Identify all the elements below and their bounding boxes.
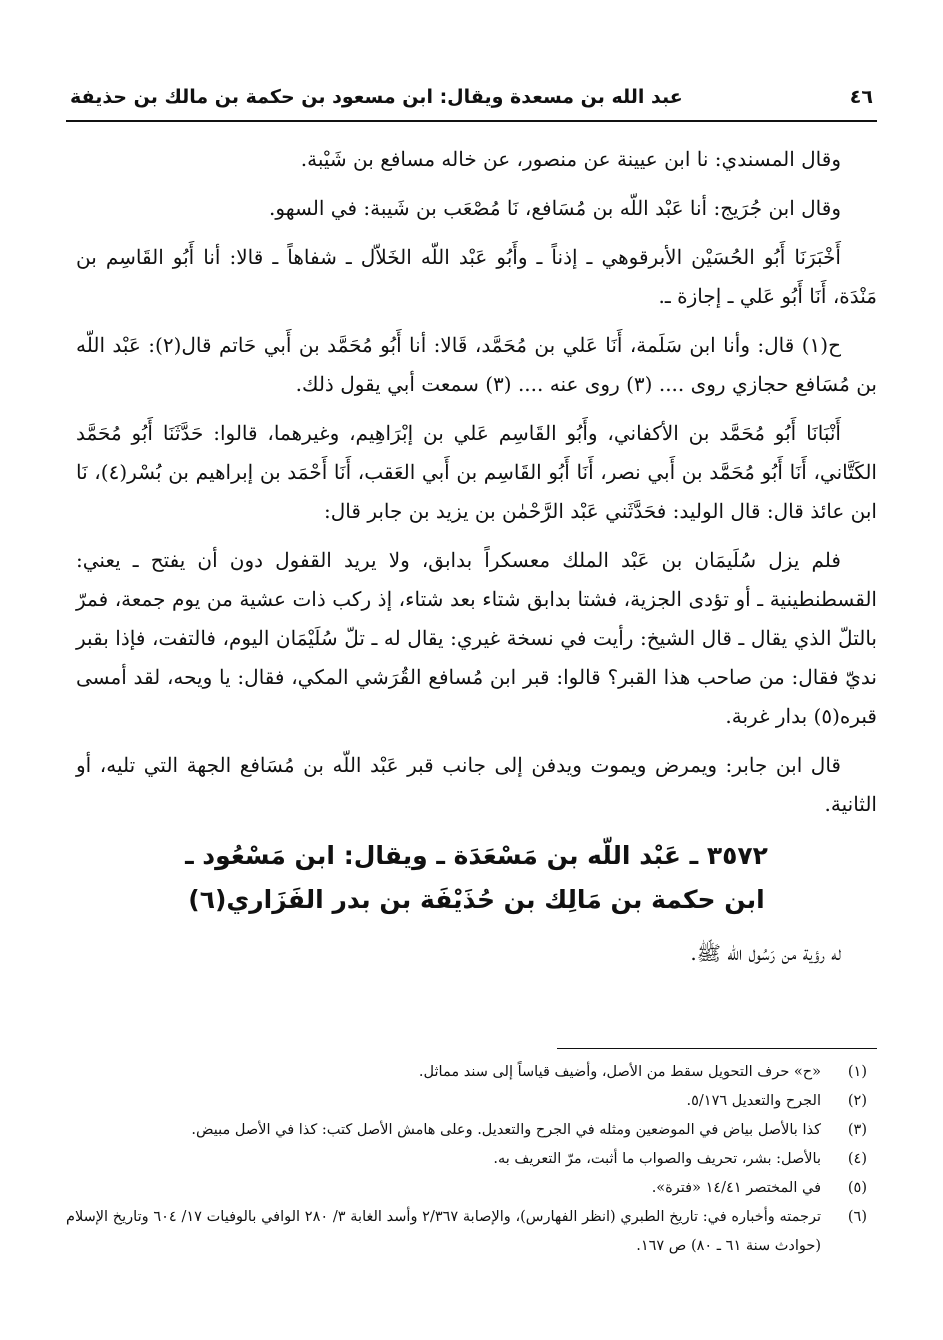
entry-title-line: ابن حكمة بن مَالِك بن حُذَيْفَة بن بدر الفَزَاري(٦): [188, 885, 765, 914]
paragraph: فلم يزل سُلَيمَان بن عَبْد الملك معسكراً بدابق، ولا يريد القفول دون أن يفتح ـ يعني: القسطنطينية ـ أو تؤدى الجزية، فشتا بدابق شتاء بعد شتاء، إذ ركب ذات عشية من يوم جمعة، فمرّ بالتلّ الذي يقال ـ قال الشيخ: رأيت في نسخة غيري: يقال له ـ تلّ سُلَيْمَان اليوم، فالتفت، فإذا بقبر نديّ فقال: من صاحب هذا القبر؟ قالوا: قبر ابن مُسافع القُرَشي المكي، فقال: يا ويحه، لقد أمسى قبره(٥) بدار غربة.: [76, 548, 877, 728]
footnote-divider: [557, 1048, 877, 1049]
paragraph: وقال ابن جُرَيج: أنا عَبْد اللّه بن مُسَافع، نَا مُصْعَب بن شَيبة: في السهو.: [269, 196, 841, 220]
footnote: [66, 1203, 867, 1261]
paragraph: قال ابن جابر: ويمرض ويموت ويدفن إلى جانب قبر عَبْد اللّه بن مُسَافع الجهة التي تليه، أو الثانية.: [76, 753, 877, 816]
footnote-text: ترجمته وأخباره في: تاريخ الطبري (انظر الفهارس)، والإصابة ٢/٣٦٧ وأسد الغابة ٣/ ٢٨٠ الوافي بالوفيات ١٧/ ٦٠٤ وتاريخ الإسلام (حوادث سنة ٦١ ـ ٨٠) ص ١٦٧.: [66, 1209, 821, 1254]
footnote-text: كذا بالأصل بياض في الموضعين ومثله في الجرح والتعديل. وعلى هامش الأصل كتب: كذا في الأصل مبيض.: [191, 1122, 821, 1138]
footnote: [66, 1087, 867, 1116]
footnotes: [66, 1058, 867, 1261]
paragraph: ح(١) قال: وأنا ابن سَلَمة، أَنَا عَلي بن مُحَمَّد، قَالا: أنا أَبُو مُحَمَّد بن أَبي حَاتم قال(٢): عَبْد اللّه بن مُسَافع حجازي روى .... (٣) روى عنه .... (٣) سمعت أبي يقول ذلك.: [76, 333, 877, 396]
entry-title: [76, 834, 877, 922]
page-number: ٤٦: [849, 86, 873, 108]
footnote-text: «ح» حرف التحويل سقط من الأصل، وأضيف قياساً إلى سند مماثل.: [418, 1064, 821, 1080]
footnote-number: (٢): [847, 1093, 867, 1109]
paragraph: أَخْبَرَنَا أَبُو الحُسَيْن الأبرقوهي ـ إذناً ـ وأَبُو عَبْد اللّه الخَلاّل ـ شفاهاً ـ قالا: أنا أَبُو القَاسِم بن مَنْدَة، أَنَا أَبُو عَلي ـ إجازة ـ.: [76, 245, 877, 308]
running-title: عبد الله بن مسعدة ويقال: ابن مسعود بن حكمة بن مالك بن حذيفة: [70, 86, 683, 108]
footnote: [66, 1174, 867, 1203]
footnote: [66, 1058, 867, 1087]
paragraph: وقال المسندي: نا ابن عيينة عن منصور، عن خاله مسافع بن شَيْبة.: [300, 147, 841, 171]
footnote-number: (٣): [847, 1122, 867, 1138]
page-header: [70, 72, 873, 122]
header-divider: [66, 120, 877, 122]
footnote-text: في المختصر ١٤/٤١ «فترة».: [651, 1180, 821, 1196]
footnote-text: بالأصل: بشر، تحريف والصواب ما أثبت، مرّ التعريف به.: [493, 1151, 821, 1167]
footnote-number: (٤): [847, 1151, 867, 1167]
footnote: [66, 1116, 867, 1145]
entry-text: له رؤية من رَسُول الله ﷺ.: [690, 941, 841, 965]
footnote: [66, 1145, 867, 1174]
footnote-text: الجرح والتعديل ٥/١٧٦.: [686, 1093, 821, 1109]
footnote-number: (١): [847, 1064, 867, 1080]
footnote-number: (٦): [847, 1209, 867, 1225]
main-text: [76, 140, 877, 983]
paragraph: أَنْبَانَا أَبُو مُحَمَّد بن الأكفاني، وأَبُو القَاسِم عَلي بن إبْرَاهِيم، وغيرهما، قالوا: حَدَّثَنَا أَبُو مُحَمَّد الكَتَّاني، أَنَا أَبُو مُحَمَّد بن أَبي نصر، أَنَا أَبُو القَاسِم بن أَبي العَقب، أَنَا أَحْمَد بن إبراهيم بن بُسْر(٤)، نَا ابن عائذ قال: قال الوليد: فحَدَّثَني عَبْد الرَّحْمٰن بن يزيد بن جابر قال:: [76, 421, 877, 523]
entry-title-line: ٣٥٧٢ ـ عَبْد اللّه بن مَسْعَدَة ـ ويقال: ابن مَسْعُود ـ: [185, 841, 768, 870]
footnote-number: (٥): [847, 1180, 867, 1196]
